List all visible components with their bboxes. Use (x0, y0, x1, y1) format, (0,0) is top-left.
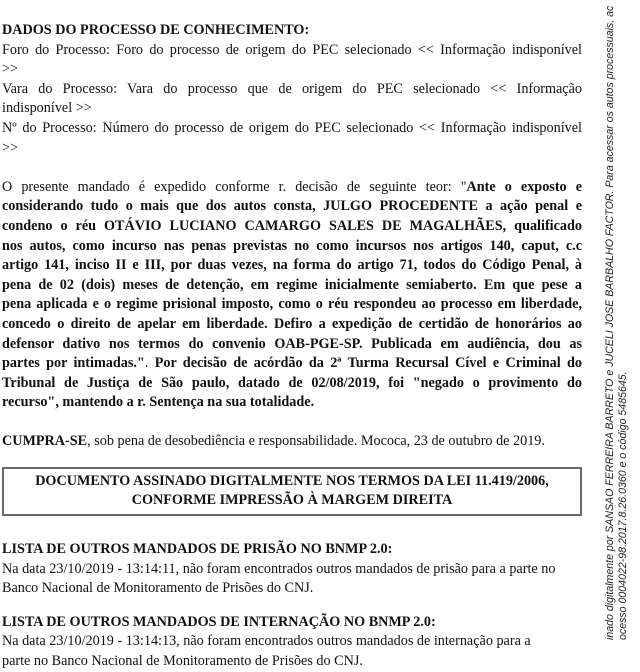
signature-box-line-2: CONFORME IMPRESSÃO À MARGEM DIREITA (131, 492, 453, 509)
spacer (2, 599, 582, 613)
digital-signature-margin-note (604, 0, 629, 640)
decision-line (2, 374, 582, 394)
numero-line-1: Nº do Processo: Número do processo de origem do PEC selecionado << Informação indisponível (2, 119, 582, 136)
document-page (2, 21, 582, 672)
margin-note-line-1: inado digitalmente por SANSAO FERREIRA BARRETO e JUCELI JOSE BARBALHO FACTOR. Para acessar os autos processuais, ac (604, 5, 616, 640)
decision-line (2, 197, 582, 217)
margin-note-line-2: ocesso 0004022-98.2017.8.26.0360 e o código 5485645. (616, 371, 629, 640)
decision-text-bold: defensor dativo nos termos do convenio OAB-PGE-SP. Publicada em audiência, dou as (2, 335, 582, 352)
foro-line-2: >> (2, 61, 19, 78)
decision-text-bold: pena de 02 (dois) meses de detenção, em regime inicialmente semiaberto. Em que pese a (2, 276, 582, 293)
prison-warrants-heading: LISTA DE OUTROS MANDADOS DE PRISÃO NO BNMP 2.0: (2, 541, 393, 558)
decision-text: . (144, 355, 155, 372)
decision-text-bold: considerando tudo o mais que dos autos consta, JULGO PROCEDENTE a ação penal e (2, 198, 582, 215)
process-data-section (2, 21, 582, 158)
decision-line (2, 237, 582, 257)
decision-text-bold: nos autos, como incurso nas penas previstas no como incursos nos artigos 140, caput, c.c (2, 237, 582, 254)
spacer (2, 413, 582, 433)
cumpra-se-text: , sob pena de desobediência e responsabilidade. Mococa, 23 de outubro de 2019. (87, 433, 545, 450)
numero-line-2: >> (2, 139, 19, 156)
decision-text-bold: Por decisão de acórdão da 2ª Turma Recursal Cível e Criminal do (154, 355, 582, 372)
decision-line (2, 256, 582, 276)
decision-line (2, 354, 582, 374)
decision-line (2, 315, 582, 335)
internment-warrants-heading: LISTA DE OUTROS MANDADOS DE INTERNAÇÃO NO BNMP 2.0: (2, 613, 436, 630)
cumpra-se-line (2, 432, 582, 452)
prison-warrants-section (2, 540, 582, 599)
decision-line (2, 276, 582, 296)
decision-line (2, 178, 582, 198)
internment-warrants-line-1: Na data 23/10/2019 - 13:14:13, não foram encontrados outros mandados de internação para a (2, 633, 531, 650)
spacer (2, 158, 582, 178)
decision-text-bold: partes por intimadas." (2, 355, 145, 372)
decision-line (2, 393, 582, 413)
decision-paragraph (2, 178, 582, 413)
signature-box-line-1: DOCUMENTO ASSINADO DIGITALMENTE NOS TERMOS DA LEI 11.419/2006, (35, 473, 549, 490)
decision-text-bold: recurso", mantendo a r. Sentença na sua totalidade. (2, 394, 315, 411)
decision-text-bold: condeno o réu OTÁVIO LUCIANO CAMARGO SALES DE MAGALHÃES, qualificado (2, 217, 582, 234)
process-data-heading: DADOS DO PROCESSO DE CONHECIMENTO: (2, 22, 310, 38)
internment-warrants-section (2, 613, 582, 672)
digital-signature-box (2, 467, 582, 516)
decision-text-bold: Ante o exposto e (466, 178, 582, 195)
cumpra-se-label: CUMPRA-SE (2, 433, 88, 450)
spacer (2, 516, 582, 540)
decision-line (2, 217, 582, 237)
prison-warrants-line-2: Banco Nacional de Monitoramento de Prisões do CNJ. (2, 580, 314, 597)
decision-text: O presente mandado é expedido conforme r. decisão de seguinte teor: " (2, 178, 467, 195)
decision-text-bold: artigo 141, inciso II e III, por duas vezes, na forma do artigo 71, todos do Código Penal, à (2, 257, 582, 274)
vara-line-1: Vara do Processo: Vara do processo que de origem do PEC selecionado << Informação (2, 80, 582, 97)
internment-warrants-line-2: parte no Banco Nacional de Monitoramento de Prisões do CNJ. (2, 653, 363, 670)
prison-warrants-line-1: Na data 23/10/2019 - 13:14:11, não foram encontrados outros mandados de prisão para a parte no (2, 560, 556, 577)
decision-text-bold: Tribunal de Justiça de São paulo, datado de 02/08/2019, foi "negado o provimento do (2, 374, 582, 391)
decision-text-bold: pena aplicada e o regime prisional imposto, como o réu respondeu ao processo em liberdade, (2, 296, 582, 313)
decision-line (2, 295, 582, 315)
foro-line-1: Foro do Processo: Foro do processo de origem do PEC selecionado << Informação indisponível (2, 41, 582, 58)
decision-text-bold: concedo o direito de apelar em liberdade. Defiro a expedição de certidão de honorários ao (2, 315, 582, 332)
decision-line (2, 335, 582, 355)
vara-line-2: indisponível >> (2, 100, 92, 117)
